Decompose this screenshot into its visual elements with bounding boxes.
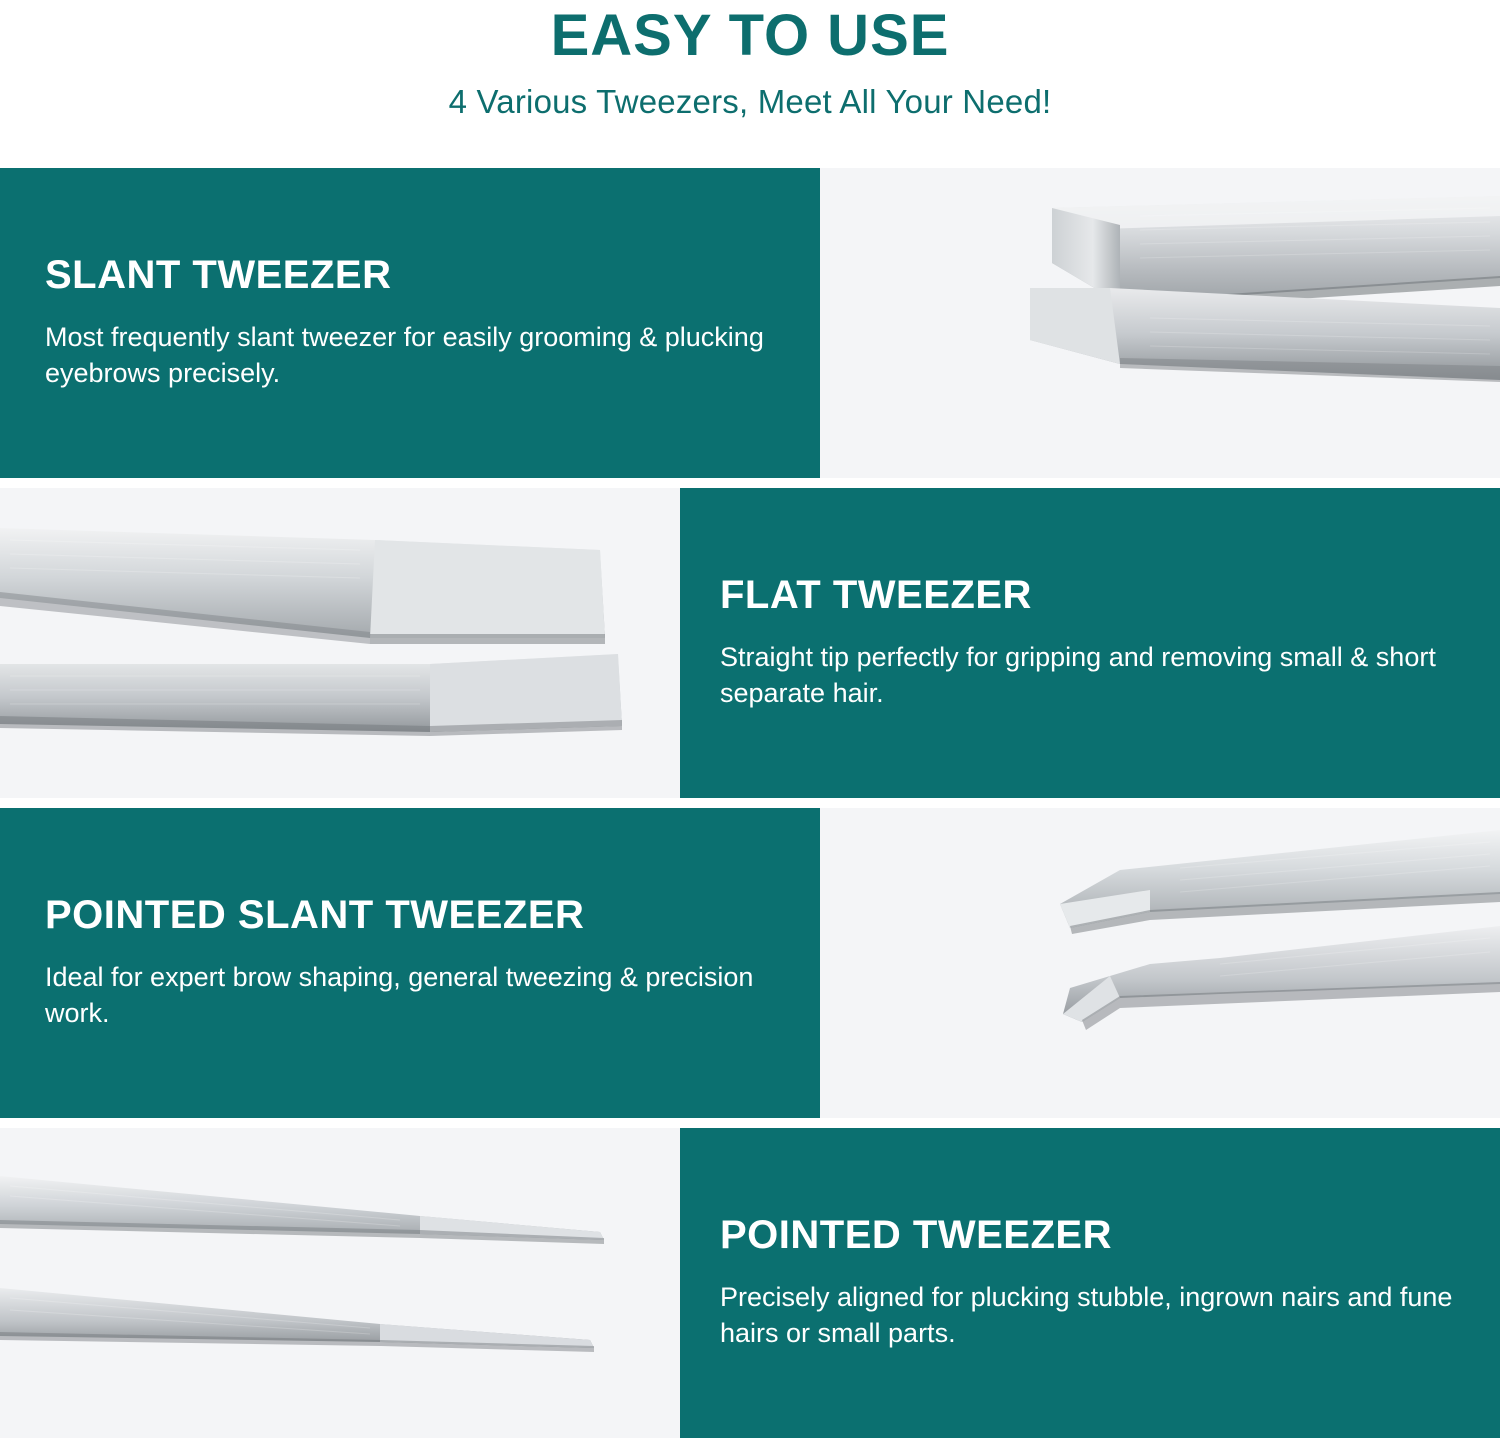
section-slant — [0, 168, 1500, 478]
section-flat-description: Straight tip perfectly for gripping and removing small & short separate hair. — [720, 642, 1436, 708]
section-slant-description: Most frequently slant tweezer for easily grooming & plucking eyebrows precisely. — [45, 322, 764, 388]
section-pointed-slant — [0, 808, 1500, 1118]
header — [0, 0, 1500, 121]
pointed-tweezer-photo — [0, 1128, 680, 1438]
pointed-slant-tweezer-photo — [820, 808, 1500, 1118]
slant-tweezer-photo — [820, 168, 1500, 478]
section-pointed-description: Precisely aligned for plucking stubble, ingrown nairs and fune hairs or small parts. — [720, 1282, 1453, 1348]
section-pointed-text — [680, 1128, 1500, 1438]
pointed-slant-tweezer-illustration — [820, 808, 1500, 1118]
section-slant-text — [0, 168, 820, 478]
page-subtitle: 4 Various Tweezers, Meet All Your Need! — [448, 82, 1052, 120]
flat-tweezer-photo — [0, 488, 680, 798]
section-pointed — [0, 1128, 1500, 1438]
section-flat — [0, 488, 1500, 798]
section-pointed-slant-title: POINTED SLANT TWEEZER — [45, 893, 585, 938]
section-pointed-slant-text — [0, 808, 820, 1118]
section-list — [0, 168, 1500, 1438]
pointed-tweezer-illustration — [0, 1128, 680, 1438]
slant-tweezer-illustration — [820, 168, 1500, 478]
section-pointed-slant-description: Ideal for expert brow shaping, general tweezing & precision work. — [45, 962, 754, 1028]
flat-tweezer-illustration — [0, 488, 680, 798]
section-slant-title: SLANT TWEEZER — [45, 253, 392, 298]
page-title: EASY TO USE — [550, 3, 950, 68]
section-flat-title: FLAT TWEEZER — [720, 573, 1032, 618]
section-flat-text — [680, 488, 1500, 798]
section-pointed-title: POINTED TWEEZER — [720, 1213, 1112, 1258]
